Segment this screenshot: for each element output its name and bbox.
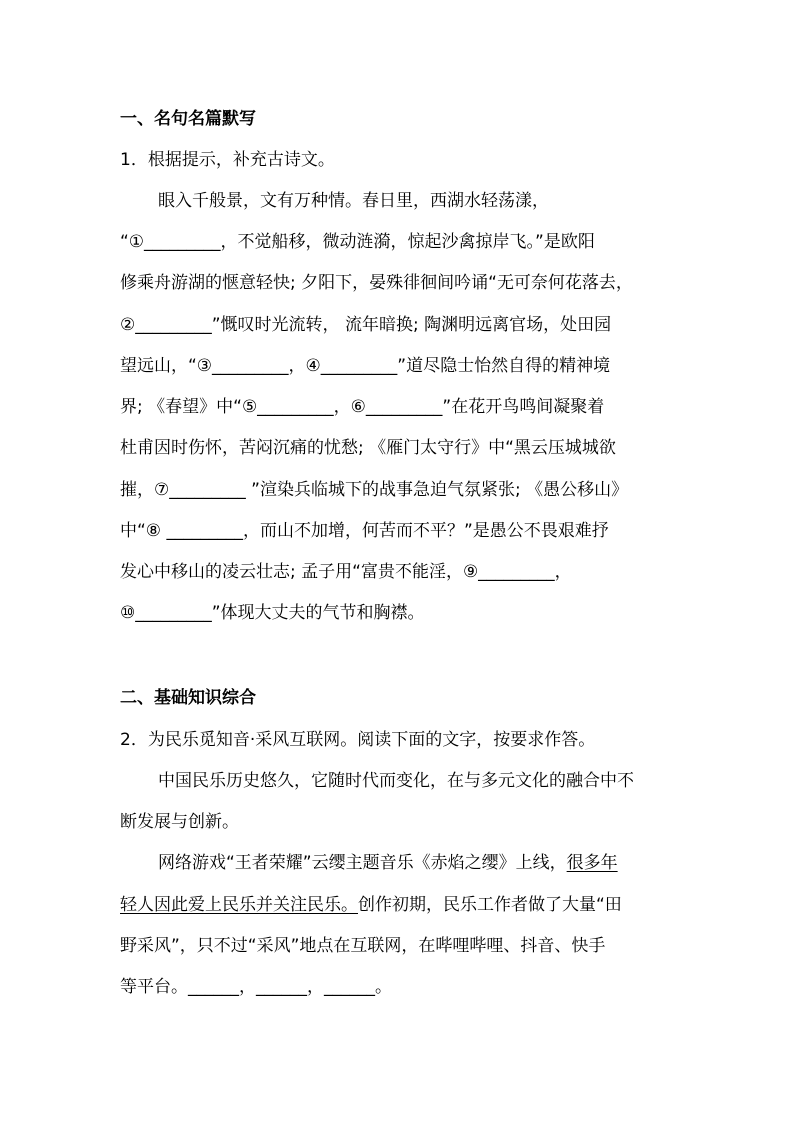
paragraph-line: 断发展与创新。 bbox=[120, 812, 239, 832]
poem-text-line: 发心中移山的凌云壮志; 孟子用“富贵不能淫，⑨_________， bbox=[120, 562, 572, 582]
poem-text-line: “①_________，不觉船移，微动涟漪，惊起沙禽掠岸飞。”是欧阳 bbox=[120, 232, 595, 252]
poem-text-line: 界; 《春望》中“⑤_________，⑥_________”在花开鸟鸣间凝聚着 bbox=[120, 397, 605, 417]
paragraph-text: 网络游戏“王者荣耀”云缨主题音乐《赤焰之缨》上线， bbox=[158, 853, 567, 873]
poem-text-line: 中“⑧ _________，而山不加增，何苦而不平？”是愚公不畏艰难抒 bbox=[120, 521, 609, 541]
paragraph-line: 野采风”，只不过“采风”地点在互联网，在哔哩哔哩、抖音、快手 bbox=[120, 936, 606, 956]
poem-text-line: 望远山，“③_________，④_________”道尽隐士怡然自得的精神境 bbox=[120, 356, 611, 376]
underlined-sentence: 很多年 bbox=[566, 853, 618, 873]
poem-text-line: 杜甫因时伤怀，苦闷沉痛的忧愁; 《雁门太守行》中“黑云压城城欲 bbox=[120, 438, 616, 458]
paragraph-line bbox=[120, 891, 622, 919]
section2-heading: 二、基础知识综合 bbox=[120, 688, 256, 708]
underlined-sentence: 轻人因此爱上民乐并关注民乐。 bbox=[120, 895, 358, 915]
paragraph-line: 中国民乐历史悠久，它随时代而变化，在与多元文化的融合中不 bbox=[158, 771, 634, 791]
paragraph-line: 等平台。______，______，______。 bbox=[120, 977, 392, 997]
poem-text-line: ⑩_________”体现大丈夫的气节和胸襟。 bbox=[120, 603, 425, 623]
paragraph-line bbox=[158, 849, 618, 877]
poem-text-line: 眼入千般景，文有万种情。春日里，西湖水轻荡漾， bbox=[158, 191, 549, 211]
poem-text-line: 修乘舟游湖的惬意轻快; 夕阳下，晏殊徘徊间吟诵“无可奈何花落去， bbox=[120, 273, 633, 293]
question1: 1．根据提示，补充古诗文。 bbox=[120, 150, 335, 170]
section1-heading: 一、名句名篇默写 bbox=[120, 109, 256, 129]
poem-text-line: ②_________”慨叹时光流转， 流年暗换; 陶渊明远离官场，处田园 bbox=[120, 315, 612, 335]
question2: 2．为民乐觅知音·采风互联网。阅读下面的文字，按要求作答。 bbox=[120, 730, 596, 750]
paragraph-text: 创作初期，民乐工作者做了大量“田 bbox=[358, 895, 622, 915]
poem-text-line: 摧，⑦_________ ”渲染兵临城下的战事急迫气氛紧张; 《愚公移山》 bbox=[120, 480, 629, 500]
